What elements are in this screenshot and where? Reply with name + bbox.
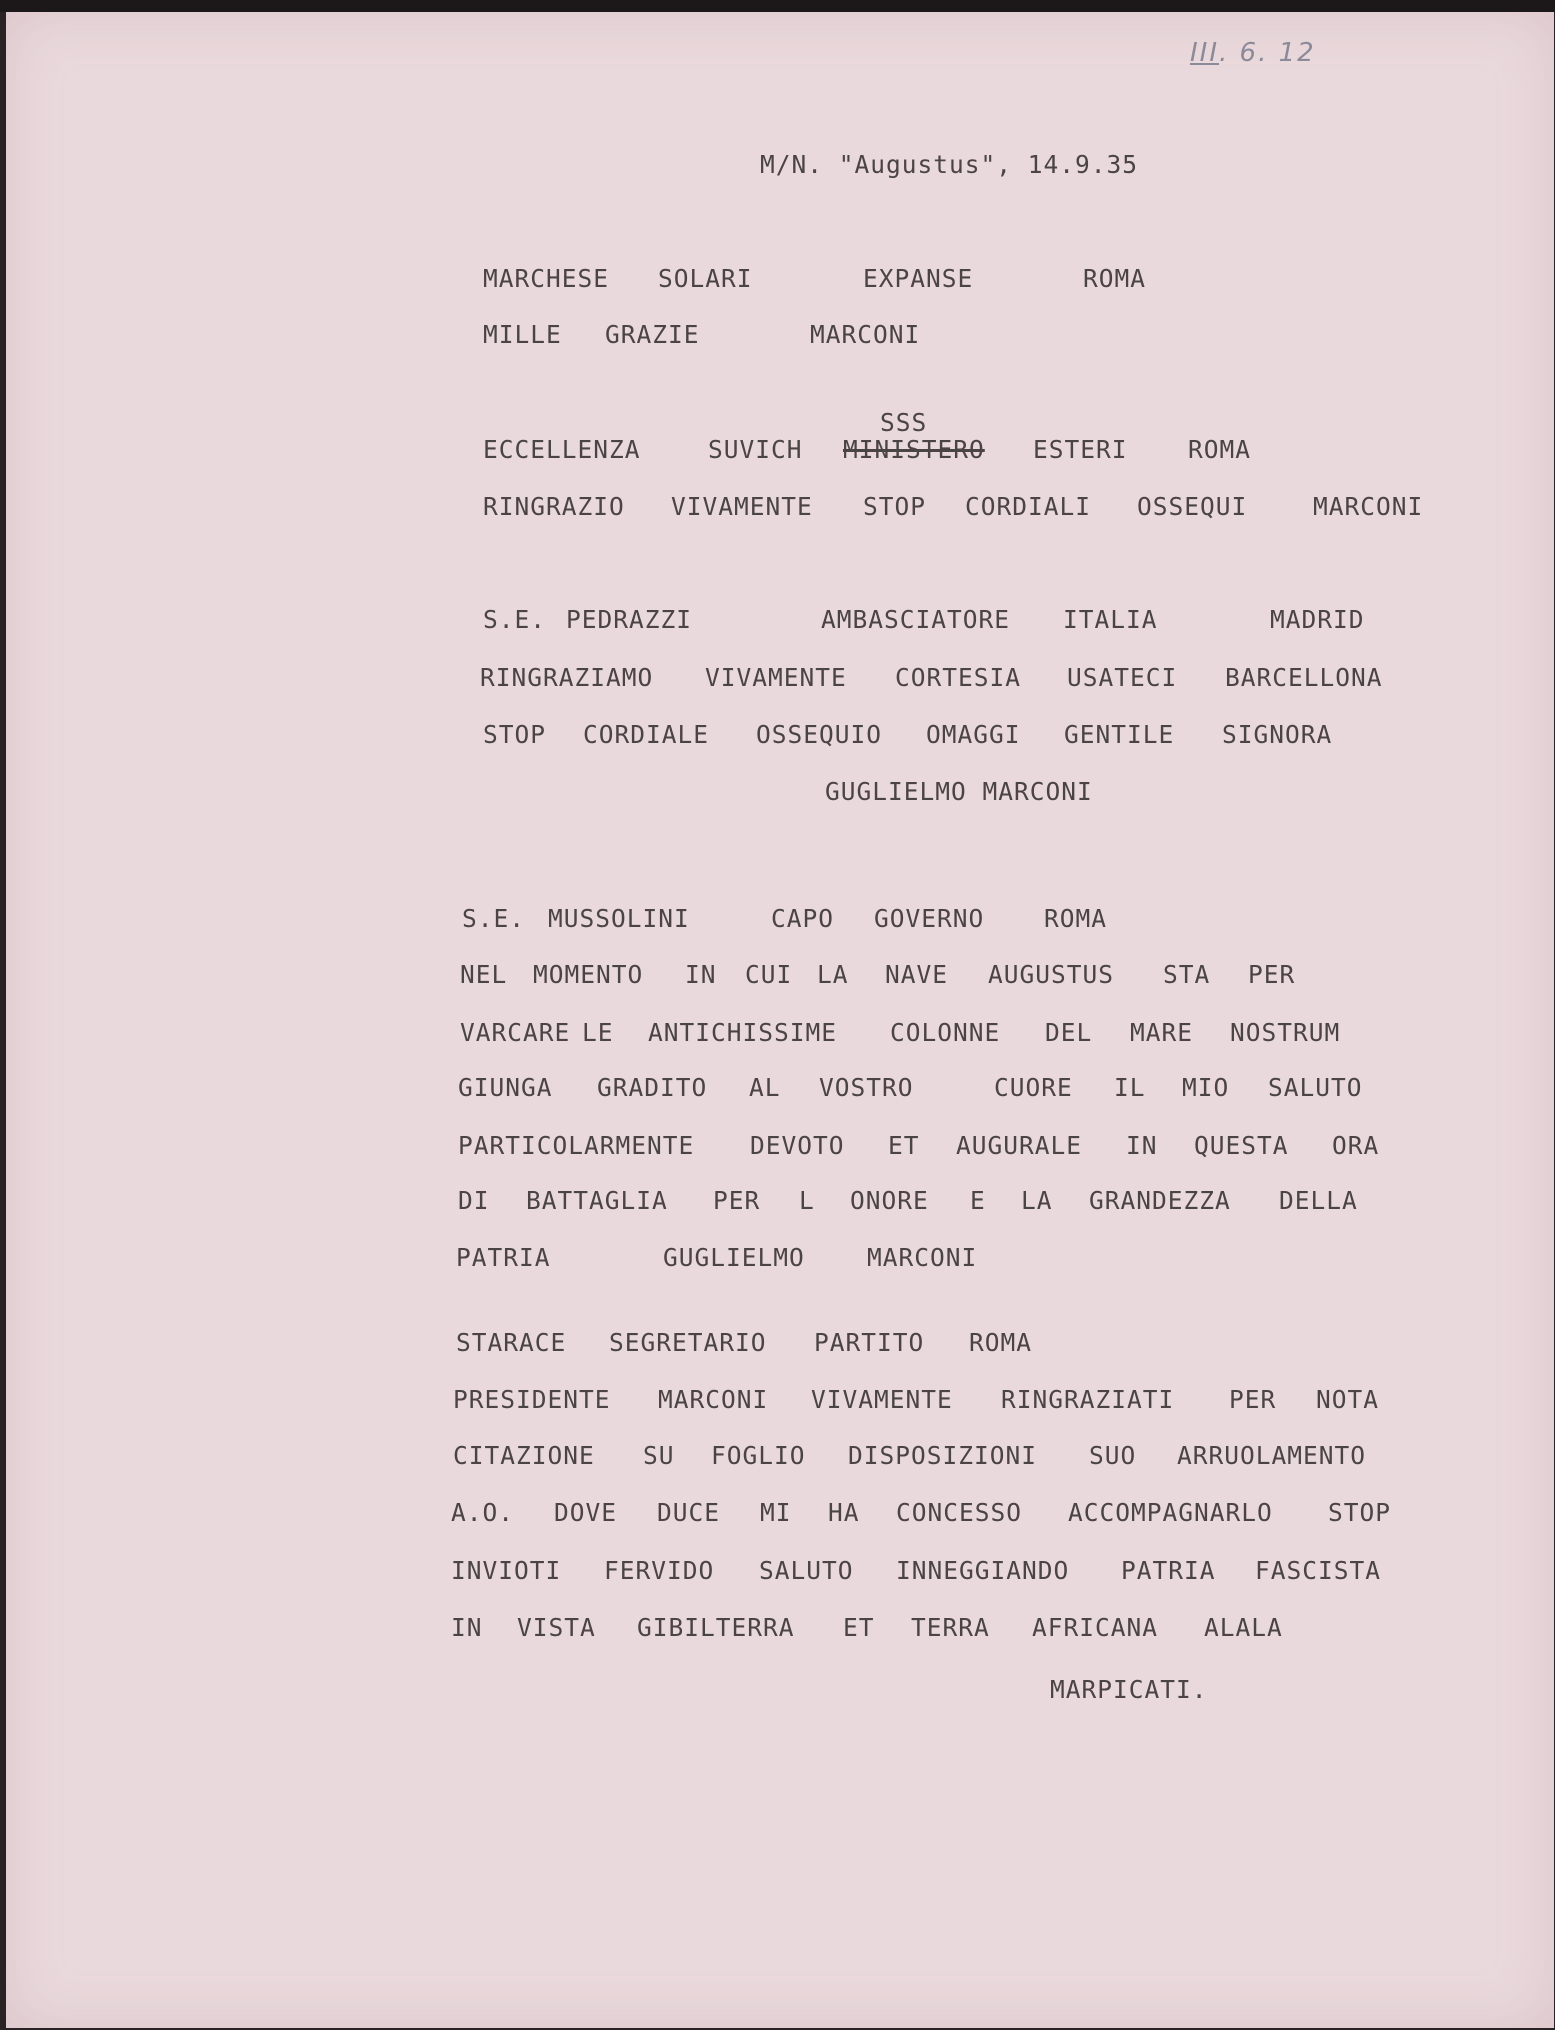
t1-line2: MILLE GRAZIE MARCONI — [483, 320, 921, 349]
t4-line1: S.E. MUSSOLINI CAPO GOVERNO ROMA — [462, 904, 1108, 933]
t5-line1: STARACE SEGRETARIO PARTITO ROMA — [456, 1328, 1033, 1357]
archive-annotation: III. 6. 12 — [1190, 38, 1316, 68]
t3-signature: GUGLIELMO MARCONI — [825, 777, 1093, 806]
t4-line7: PATRIA GUGLIELMO MARCONI — [456, 1243, 978, 1272]
t1-line1: MARCHESE SOLARI EXPANSE ROMA — [483, 264, 1147, 293]
t4-line4: GIUNGA GRADITO AL VOSTRO CUORE IL MIO SALUTO — [458, 1073, 1363, 1102]
t4-line3: VARCARE LE ANTICHISSIME COLONNE DEL MARE NOSTRUM — [460, 1018, 1341, 1047]
t3-line1: S.E. PEDRAZZI AMBASCIATORE ITALIA MADRID — [483, 605, 1365, 634]
t5-line5: INVIOTI FERVIDO SALUTO INNEGGIANDO PATRIA FASCISTA — [451, 1556, 1382, 1585]
t5-line6: IN VISTA GIBILTERRA ET TERRA AFRICANA ALALA — [451, 1613, 1283, 1642]
t3-line3: STOP CORDIALE OSSEQUIO OMAGGI GENTILE SIGNORA — [483, 720, 1333, 749]
t4-line6: DI BATTAGLIA PER L ONORE E LA GRANDEZZA DELLA — [458, 1186, 1358, 1215]
t2-insertion: SSS — [880, 408, 928, 437]
t5-signature: MARPICATI. — [1050, 1675, 1208, 1704]
scan-top-edge — [0, 0, 1555, 12]
t3-line2: RINGRAZIAMO VIVAMENTE CORTESIA USATECI BARCELLONA — [480, 663, 1383, 692]
header-line: M/N. "Augustus", 14.9.35 — [760, 150, 1139, 179]
t2-line1: ECCELLENZA SUVICH MINISTERO ESTERI ROMA — [483, 435, 1252, 464]
t4-line5: PARTICOLARMENTE DEVOTO ET AUGURALE IN QUESTA ORA — [458, 1131, 1380, 1160]
t2-line2: RINGRAZIO VIVAMENTE STOP CORDIALI OSSEQUI MARCONI — [483, 492, 1424, 521]
t5-line2: PRESIDENTE MARCONI VIVAMENTE RINGRAZIATI PER NOTA — [453, 1385, 1380, 1414]
t5-line3: CITAZIONE SU FOGLIO DISPOSIZIONI SUO ARRUOLAMENTO — [453, 1441, 1367, 1470]
t5-line4: A.O. DOVE DUCE MI HA CONCESSO ACCOMPAGNARLO STOP — [451, 1498, 1392, 1527]
t4-line2: NEL MOMENTO IN CUI LA NAVE AUGUSTUS STA PER — [460, 960, 1296, 989]
